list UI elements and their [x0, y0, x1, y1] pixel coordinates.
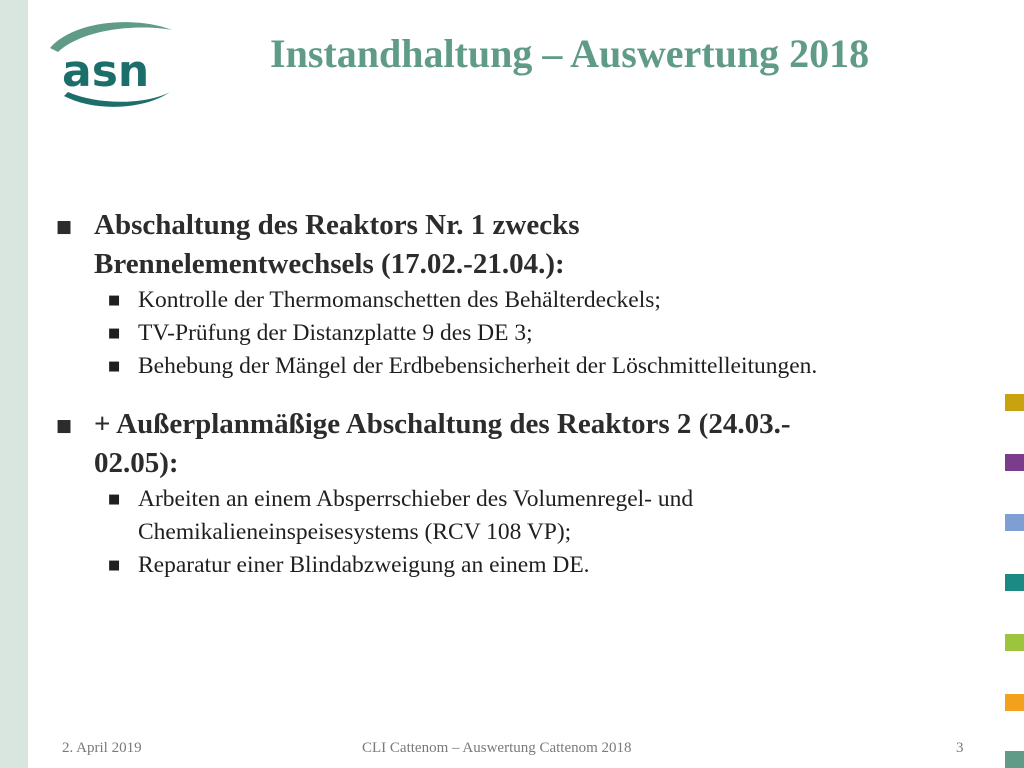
- sub-bullet-2-1: [56, 483, 956, 549]
- square-bullet-icon: ■: [108, 293, 121, 308]
- slide-title: Instandhaltung – Auswertung 2018: [270, 31, 870, 76]
- accent-square-3: [1005, 514, 1024, 531]
- bullet-1-line-1: Abschaltung des Reaktors Nr. 1 zwecks: [94, 209, 580, 241]
- accent-square-1: [1005, 394, 1024, 411]
- sub-bullet-1-1: [56, 284, 956, 317]
- footer-center-text: CLI Cattenom – Auswertung Cattenom 2018: [362, 740, 632, 756]
- accent-square-5: [1005, 634, 1024, 651]
- sub-bullet-text: Kontrolle der Thermomanschetten des Behälterdeckels;: [138, 287, 661, 313]
- sub-bullet-text: Behebung der Mängel der Erdbebensicherheit der Löschmittelleitungen.: [138, 353, 818, 379]
- bullet-1-line-2: Brennelementwechsels (17.02.-21.04.):: [94, 248, 565, 280]
- sub-bullet-line-1: Arbeiten an einem Absperrschieber des Volumenregel- und: [138, 486, 694, 512]
- sub-bullet-text: Reparatur einer Blindabzweigung an einem DE.: [138, 552, 590, 578]
- accent-square-7: [1005, 751, 1024, 768]
- accent-squares: [1005, 394, 1024, 768]
- asn-logo: [44, 14, 176, 114]
- accent-square-4: [1005, 574, 1024, 591]
- bullet-2: [56, 405, 956, 483]
- sub-bullet-line-2: Chemikalieneinspeisesystems (RCV 108 VP);: [138, 519, 572, 545]
- footer-date: 2. April 2019: [62, 740, 142, 756]
- square-bullet-icon: ■: [56, 416, 73, 436]
- page-number: 3: [956, 740, 964, 756]
- square-bullet-icon: ■: [108, 326, 121, 341]
- square-bullet-icon: ■: [108, 558, 121, 573]
- slide-content: [56, 206, 956, 582]
- sub-bullet-text: TV-Prüfung der Distanzplatte 9 des DE 3;: [138, 320, 533, 346]
- sub-bullet-2-2: [56, 549, 956, 582]
- square-bullet-icon: ■: [56, 217, 73, 237]
- square-bullet-icon: ■: [108, 359, 121, 374]
- sub-bullet-1-2: [56, 317, 956, 350]
- bullet-2-line-1: + Außerplanmäßige Abschaltung des Reaktors 2 (24.03.-: [94, 408, 791, 440]
- bullet-2-line-2: 02.05):: [94, 447, 179, 479]
- accent-square-6: [1005, 694, 1024, 711]
- square-bullet-icon: ■: [108, 492, 121, 507]
- sub-bullet-1-3: [56, 350, 956, 383]
- left-decorative-band: [0, 0, 28, 768]
- logo-text: asn: [62, 46, 150, 97]
- bullet-1: [56, 206, 956, 284]
- accent-square-2: [1005, 454, 1024, 471]
